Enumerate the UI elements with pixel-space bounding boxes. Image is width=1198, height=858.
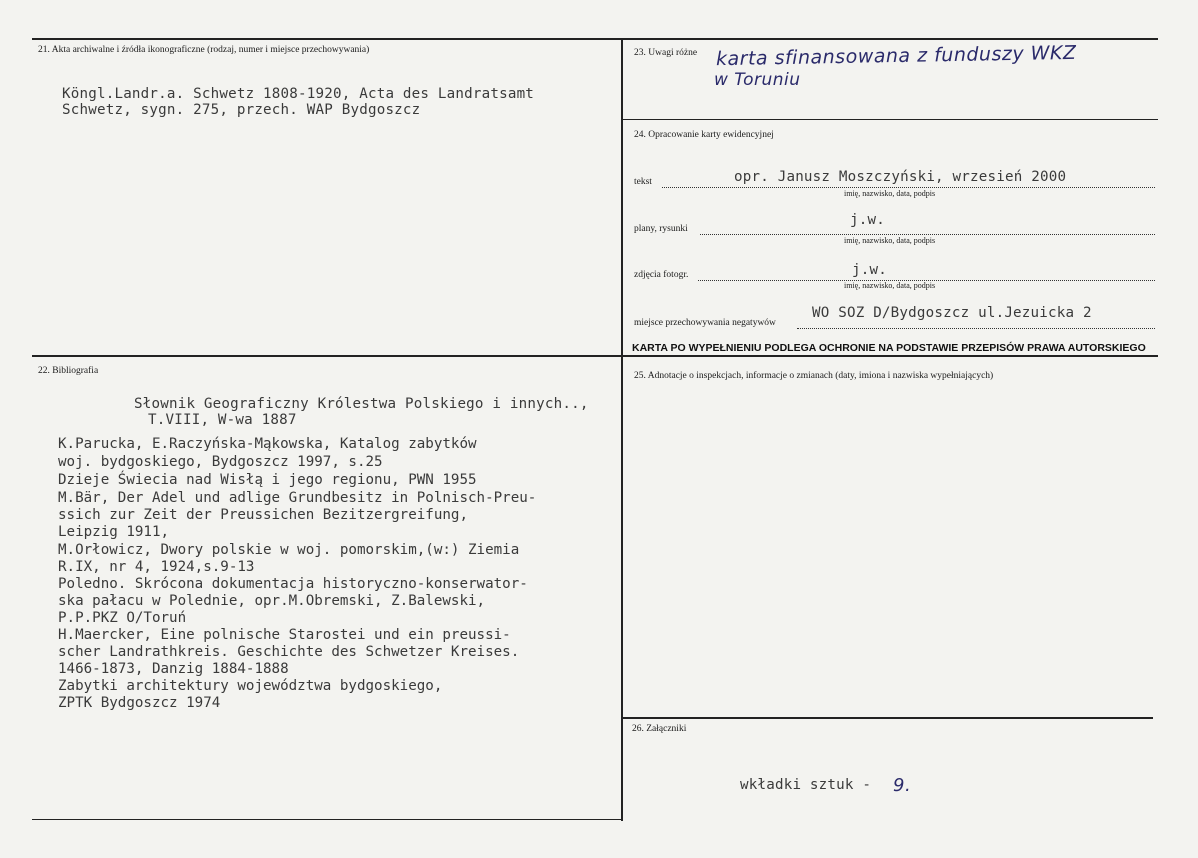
bibliography-line: scher Landrathkreis. Geschichte des Schwetzer Kreises. <box>58 644 520 660</box>
plany-caption: imię, nazwisko, data, podpis <box>844 236 936 245</box>
vertical-divider <box>621 38 623 821</box>
zdjecia-label: zdjęcia fotogr. <box>634 270 689 280</box>
sec26-label: 26. Załączniki <box>632 724 687 734</box>
sec25-bottom-rule <box>623 717 1153 719</box>
sec23-handwritten-line-2: w Toruniu <box>714 70 801 90</box>
sec23-label: 23. Uwagi różne <box>634 48 698 58</box>
negatives-dotted-line <box>797 328 1155 329</box>
bibliography-entry-first-line-1: Słownik Geograficzny Królestwa Polskiego i innych.., <box>134 396 589 412</box>
bibliography-line: M.Bär, Der Adel und adlige Grundbesitz in Polnisch-Preu- <box>58 490 537 506</box>
sec23-handwritten-line-1: karta sfinansowana z funduszy WKZ <box>715 41 1077 71</box>
plany-value: j.w. <box>850 212 885 228</box>
bibliography-line: Zabytki architektury województwa bydgoskiego, <box>58 678 443 694</box>
bibliography-line: woj. bydgoskiego, Bydgoszcz 1997, s.25 <box>58 454 383 470</box>
sec21-line-1: Köngl.Landr.a. Schwetz 1808-1920, Acta des Landratsamt <box>62 86 535 102</box>
tekst-dotted-line <box>662 187 1155 188</box>
bibliography-line: 1466-1873, Danzig 1884-1888 <box>58 661 289 677</box>
bibliography-line: Dzieje Świecia nad Wisłą i jego regionu, PWN 1955 <box>58 472 477 488</box>
sec22-label: 22. Bibliografia <box>38 366 99 376</box>
attachments-handwritten-count: 9. <box>893 775 912 796</box>
zdjecia-value: j.w. <box>852 262 887 278</box>
bibliography-line: ZPTK Bydgoszcz 1974 <box>58 695 221 711</box>
tekst-label: tekst <box>634 177 652 187</box>
plany-label: plany, rysunki <box>634 224 688 234</box>
left-bottom-rule <box>32 819 623 820</box>
bibliography-line: ska pałacu w Polednie, opr.M.Obremski, Z.Balewski, <box>58 593 486 609</box>
bibliography-line: H.Maercker, Eine polnische Starostei und ein preussi- <box>58 627 511 643</box>
copyright-notice: KARTA PO WYPEŁNIENIU PODLEGA OCHRONIE NA PODSTAWIE PRZEPISÓW PRAWA AUTORSKIEGO <box>632 342 1146 354</box>
bibliography-line: Leipzig 1911, <box>58 524 170 540</box>
top-rule <box>32 38 1158 40</box>
bibliography-entry-first-line-2: T.VIII, W-wa 1887 <box>148 412 297 428</box>
plany-dotted-line <box>700 234 1155 235</box>
sec21-label: 21. Akta archiwalne i źródła ikonograficzne (rodzaj, numer i miejsce przechowywania) <box>38 45 370 55</box>
tekst-caption: imię, nazwisko, data, podpis <box>844 189 936 198</box>
attachments-value: wkładki sztuk - <box>740 777 872 793</box>
sec21-line-2: Schwetz, sygn. 275, przech. WAP Bydgoszcz <box>62 102 421 118</box>
negatives-label: miejsce przechowywania negatywów <box>634 318 776 328</box>
negatives-value: WO SOZ D/Bydgoszcz ul.Jezuicka 2 <box>812 305 1092 321</box>
zdjecia-caption: imię, nazwisko, data, podpis <box>844 281 936 290</box>
bibliography-line: K.Parucka, E.Raczyńska-Mąkowska, Katalog zabytków <box>58 436 477 452</box>
middle-rule <box>32 355 1158 357</box>
bibliography-line: ssich zur Zeit der Preussichen Bezitzergreifung, <box>58 507 468 523</box>
bibliography-line: P.P.PKZ O/Toruń <box>58 610 187 626</box>
bibliography-line: Poledno. Skrócona dokumentacja historyczno-konserwator- <box>58 576 528 592</box>
tekst-value: opr. Janusz Moszczyński, wrzesień 2000 <box>734 169 1067 185</box>
sec23-bottom-rule <box>623 119 1158 120</box>
bibliography-line: M.Orłowicz, Dwory polskie w woj. pomorskim,(w:) Ziemia <box>58 542 520 558</box>
sec24-label: 24. Opracowanie karty ewidencyjnej <box>634 130 774 140</box>
sec25-label: 25. Adnotacje o inspekcjach, informacje o zmianach (daty, imiona i nazwiska wypełniających) <box>634 371 994 381</box>
bibliography-line: R.IX, nr 4, 1924,s.9-13 <box>58 559 255 575</box>
